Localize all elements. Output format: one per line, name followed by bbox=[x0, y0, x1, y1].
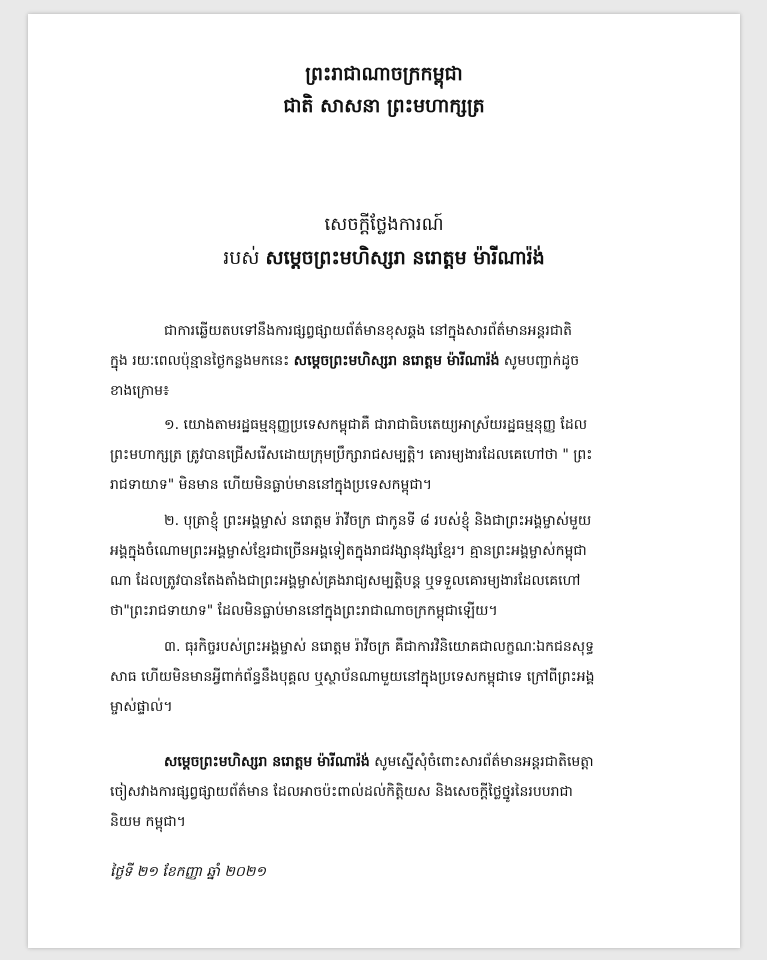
point1-line-2: ព្រះមហាក្សត្រ ត្រូវបានជ្រើសរើសដោយក្រុមប្រឹក្សារាជសម្បត្តិ។ គោរម្យងារដែលគេហៅថា " ព្រះ bbox=[110, 447, 593, 463]
point3-line-1: ៣. ធុរកិច្ចរបស់ព្រះអង្គម្ចាស់ នរោត្តម រ៉ាវីចក្រ គឺជាការវិនិយោគជាលក្ខណៈឯកជនសុទ្ធ bbox=[164, 639, 594, 655]
closing-line-1 bbox=[164, 752, 594, 772]
point1-line-1: ១. យោងតាមរដ្ឋធម្មនុញ្ញប្រទេសកម្ពុជាគឺ ជារាជាធិបតេយ្យអាស្រ័យរដ្ឋធម្មនុញ្ញ ដែល bbox=[164, 417, 588, 433]
closing-line-3: និយម កម្ពុជា។ bbox=[110, 814, 186, 830]
point2-line-1: ២. បុត្រាខ្ញុំ ព្រះអង្គម្ចាស់ នរោត្តម រ៉ាវីចក្រ ជាកូនទី ៨ របស់ខ្ញុំ និងជាព្រះអង្គម្ចាស់មួយ bbox=[164, 513, 592, 529]
point2-line-2: អង្គក្នុងចំណោមព្រះអង្គម្ចាស់ខ្មែរជាច្រើនអង្គទៀតក្នុងរាជវង្សានុវង្សខ្មែរ។ គ្មានព្រះអង្គម្ចាស់កម្ពុជា bbox=[110, 543, 587, 559]
intro-text-cont: សូមបញ្ជាក់ដូច bbox=[503, 353, 580, 369]
intro-line-2 bbox=[110, 351, 579, 371]
author-prefix: របស់ bbox=[223, 247, 260, 269]
author-name: សម្តេចព្រះមហិស្សរា នរោត្តម ម៉ារីណារ៉ង់ bbox=[265, 247, 545, 269]
statement-date: ថ្ងៃទី ២១ ខែកញ្ញា ឆ្នាំ ២០២១ bbox=[110, 864, 266, 880]
point1-line-3: រាជទាយាទ" មិនមាន ហើយមិនធ្លាប់មាននៅក្នុងប្រទេសកម្ពុជា។ bbox=[110, 477, 432, 493]
point3-line-2: សាធ ហើយមិនមានអ្វីពាក់ព័ន្ធនឹងបុគ្គល ឬស្ថាប័នណាមួយនៅក្នុងប្រទេសកម្ពុជាទេ ក្រៅពីព្រះអង្គ bbox=[110, 669, 595, 685]
statement-author bbox=[28, 246, 740, 274]
intro-line-3: ខាងក្រោម៖ bbox=[110, 383, 170, 399]
point2-line-3: ណា ដែលត្រូវបានតែងតាំងជាព្រះអង្គម្ចាស់គ្រងរាជ្យសម្បត្តិបន្ត ឬទទួលគោរម្យងារដែលគេហៅ bbox=[110, 573, 581, 589]
intro-text: ក្នុង រយៈពេលប៉ុន្មានថ្ងៃកន្លងមកនេះ bbox=[110, 353, 290, 369]
closing-author-name: សម្តេចព្រះមហិស្សរា នរោត្តម ម៉ារីណារ៉ង់ bbox=[164, 754, 370, 770]
document-page bbox=[28, 14, 740, 948]
intro-line-1: ជាការឆ្លើយតបទៅនឹងការផ្សព្វផ្សាយព័ត៌មានខុសឆ្គង នៅក្នុងសារព័ត៌មានអន្តរជាតិ bbox=[164, 323, 573, 339]
statement-title: សេចក្តីថ្លែងការណ៍ bbox=[324, 214, 444, 235]
closing-line-2: ចៀសវាងការផ្សព្វផ្សាយព័ត៌មាន ដែលអាចប៉ះពាល់ដល់កិត្តិយស និងសេចក្តីថ្លៃថ្នូរនៃរបបរាជា bbox=[110, 784, 573, 800]
intro-author-name: សម្តេចព្រះមហិស្សរា នរោត្តម ម៉ារីណារ៉ង់ bbox=[293, 353, 500, 369]
kingdom-heading: ព្រះរាជាណាចក្រកម្ពុជា bbox=[305, 63, 463, 85]
motto-heading: ជាតិ សាសនា ព្រះមហាក្សត្រ bbox=[283, 95, 485, 117]
closing-text: សូមស្នើសុំចំពោះសារព័ត៌មានអន្តរជាតិមេត្តា bbox=[374, 754, 594, 770]
point2-line-4: ថា"ព្រះរាជទាយាទ" ដែលមិនធ្លាប់មាននៅក្នុងព្រះរាជាណាចក្រកម្ពុជាឡើយ។ bbox=[110, 603, 498, 619]
point3-line-3: ម្ចាស់ផ្ទាល់។ bbox=[110, 699, 173, 715]
